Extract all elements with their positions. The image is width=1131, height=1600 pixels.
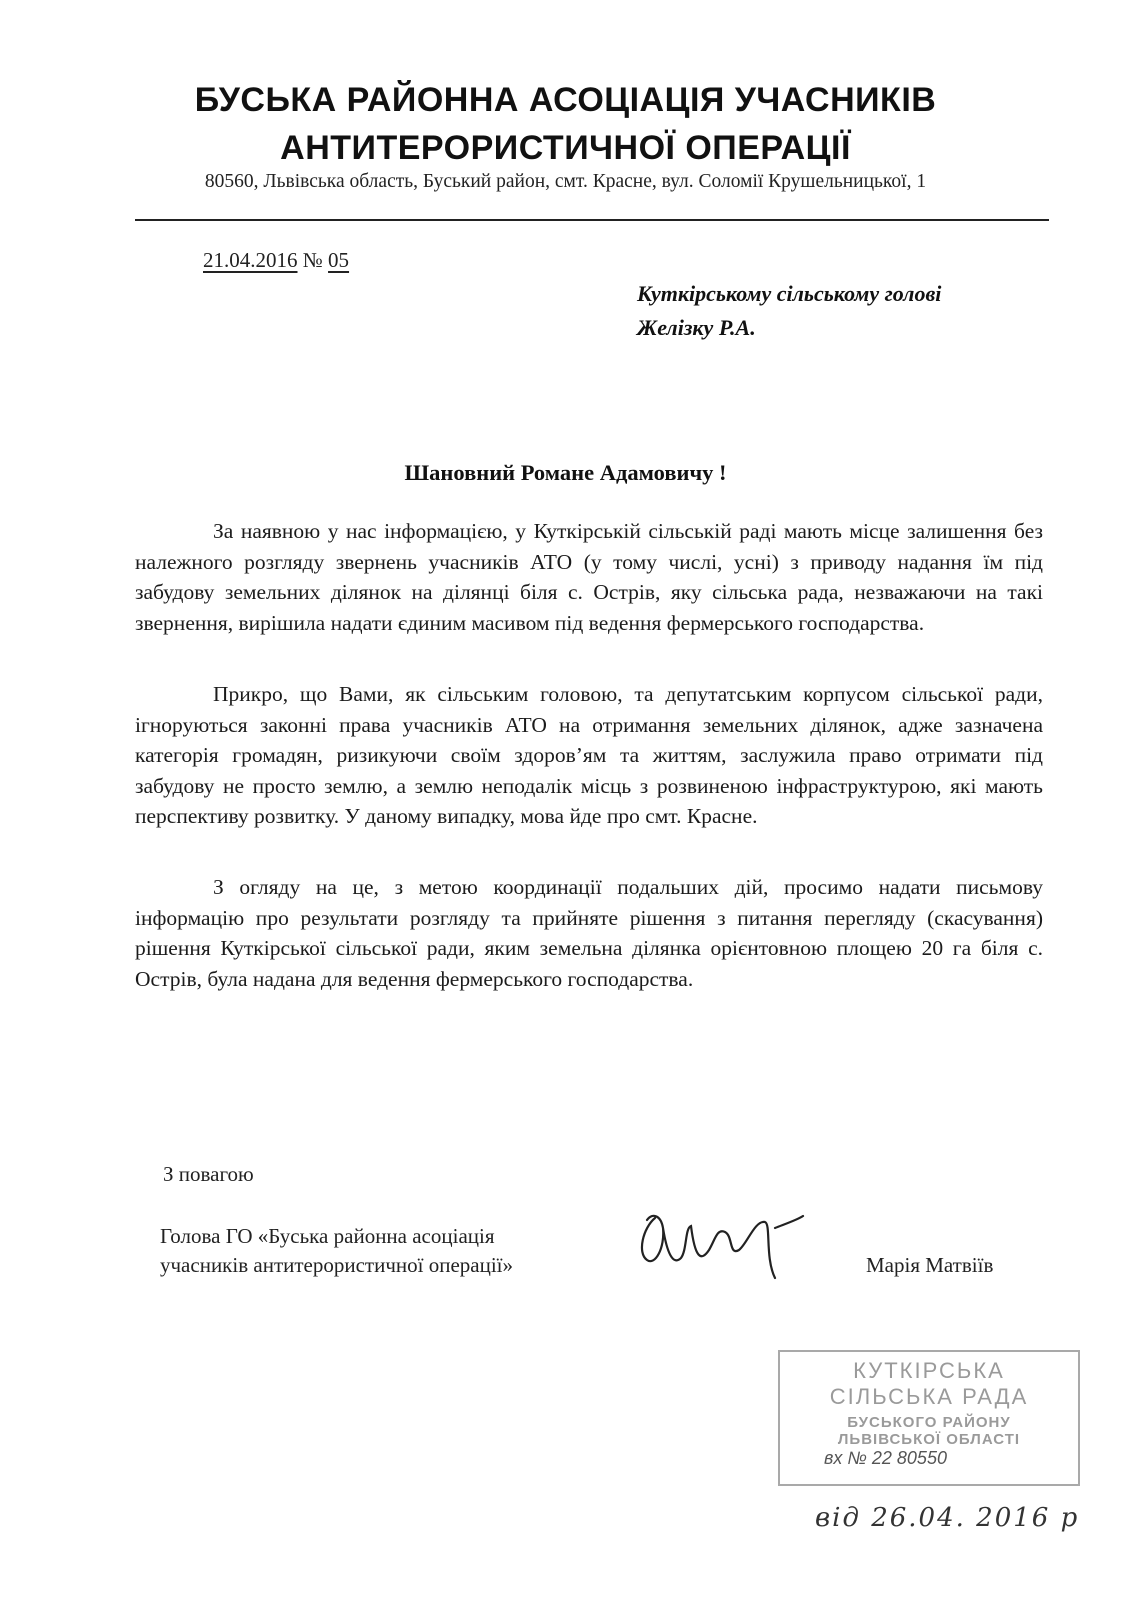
closing-regards: З повагою xyxy=(163,1162,254,1186)
document-number-label: № xyxy=(302,248,323,272)
signer-name: Марія Матвіїв xyxy=(866,1253,994,1277)
stamp-line1: КУТКІРСЬКА xyxy=(853,1358,1005,1383)
body-paragraph-3: З огляду на це, з метою координації подальших дій, просимо надати письмову інформацію про результати розгляду та прийняте рішення з питання перегляду (скасування) рішення Куткірської сільської ради, яким земельна ділянка орієнтовною площею 20 га біля с. Острів, була надана для ведення фермерського господарства. xyxy=(135,875,1043,991)
document-date: 21.04.2016 xyxy=(203,248,298,272)
document-reference xyxy=(203,248,349,273)
body-paragraph-1: За наявною у нас інформацією, у Куткірській сільській раді мають місце залишення без належного розгляду звернень учасників АТО (у тому числі, усні) з приводу надання їм під забудову земельних ділянок на ділянці біля с. Острів, яку сільська рада, незважаючи на такі звернення, вирішила надати єдиним масивом під ведення фермерського господарства. xyxy=(135,519,1043,635)
organization-address: 80560, Львівська область, Буський район, смт. Красне, вул. Соломії Крушельницької, 1 xyxy=(204,171,927,192)
addressee-name: Желізку Р.А. xyxy=(637,315,756,340)
addressee-title: Куткірському сільському голові xyxy=(637,281,942,306)
handwritten-receipt-date: від 26.04. 2016 р xyxy=(815,1503,1080,1533)
signer-position-line2: учасників антитерористичної операції» xyxy=(160,1253,514,1277)
registration-stamp xyxy=(778,1350,1080,1486)
stamp-line3: БУСЬКОГО РАЙОНУ xyxy=(847,1414,1011,1431)
document-number: 05 xyxy=(328,248,350,272)
header-divider xyxy=(135,219,1049,221)
signature-image xyxy=(625,1198,825,1293)
stamp-line2: СІЛЬСЬКА РАДА xyxy=(829,1384,1029,1409)
body-paragraph-2: Прикро, що Вами, як сільським головою, та депутатським корпусом сільської ради, ігноруються законні права учасників АТО на отримання земельних ділянок, адже зазначена категорія громадян, ризикуючи своїм здоров’ям та життям, заслужила право отримати під забудову не просто землю, а землю неподалік місць з розвиненою інфраструктурою, які мають перспективу розвитку. У даному випадку, мова йде про смт. Красне. xyxy=(135,682,1043,828)
organization-name-line2: АНТИТЕРОРИСТИЧНОЇ ОПЕРАЦІЇ xyxy=(280,129,851,167)
organization-name-line1: БУСЬКА РАЙОННА АСОЦІАЦІЯ УЧАСНИКІВ xyxy=(194,81,937,119)
stamp-registration-number: вх № 22 80550 xyxy=(824,1448,947,1468)
stamp-line4: ЛЬВІВСЬКОЇ ОБЛАСТІ xyxy=(837,1431,1021,1448)
salutation: Шановний Романе Адамовичу ! xyxy=(404,460,727,485)
signer-position-line1: Голова ГО «Буська районна асоціація xyxy=(160,1224,495,1248)
